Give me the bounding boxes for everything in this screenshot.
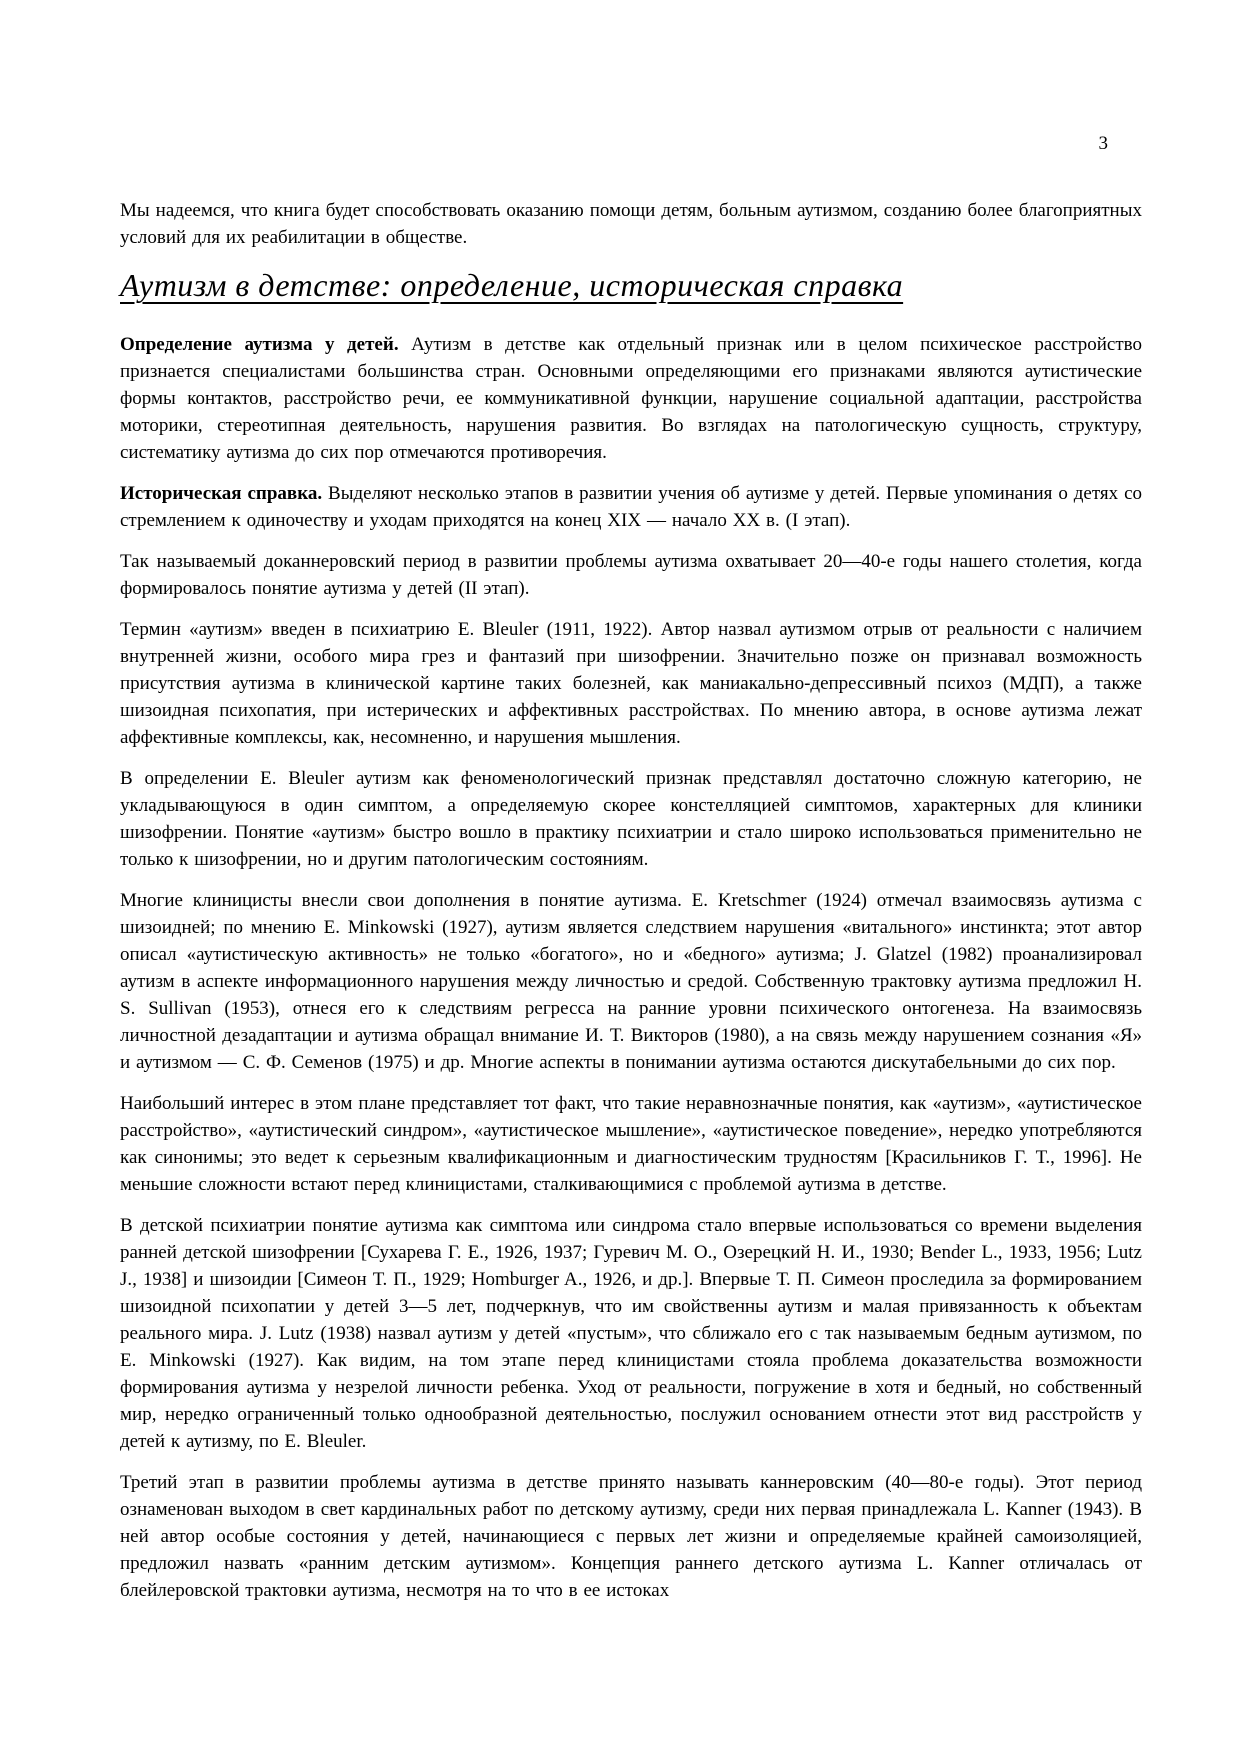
paragraph-text: Наибольший интерес в этом плане представляет тот факт, что такие неравнозначные понятия, как «аутизм», «аутистическое расстройство», «аутистический синдром», «аутистическое мышление», «аутистическое поведение», нередко употребляются как синонимы; это ведет к серьезным квалификационным и диагностическим трудностям [Красильников Г. Т., 1996]. Не меньшие сложности встают перед клиницистами, сталкивающимися с проблемой аутизма в детстве. bbox=[120, 1093, 1142, 1195]
paragraph bbox=[120, 616, 1142, 751]
page-content bbox=[120, 197, 1142, 1618]
paragraph bbox=[120, 1212, 1142, 1455]
paragraph-text: Мы надеемся, что книга будет способствовать оказанию помощи детям, больным аутизмом, созданию более благоприятных условий для их реабилитации в обществе. bbox=[120, 200, 1142, 248]
paragraph bbox=[120, 197, 1142, 251]
paragraph bbox=[120, 765, 1142, 873]
paragraph-text: Термин «аутизм» введен в психиатрию E. Bleuler (1911, 1922). Автор назвал аутизмом отрыв от реальности с наличием внутренней жизни, особого мира грез и фантазий при шизофрении. Значительно позже он признавал возможность присутствия аутизма в клинической картине таких болезней, как маниакально-депрессивный психоз (МДП), а также шизоидная психопатия, при истерических и аффективных расстройствах. По мнению автора, в основе аутизма лежат аффективные комплексы, как, несомненно, и нарушения мышления. bbox=[120, 619, 1142, 748]
page-number: 3 bbox=[1098, 133, 1108, 154]
section-heading: Аутизм в детстве: определение, историческая справка bbox=[120, 267, 904, 303]
paragraph bbox=[120, 887, 1142, 1076]
paragraph-lead: Историческая справка. bbox=[120, 483, 323, 504]
paragraph-lead: Определение аутизма у детей. bbox=[120, 334, 399, 355]
paragraph-text: Аутизм в детстве как отдельный признак или в целом психическое расстройство признается специалистами большинства стран. Основными определяющими его признаками являются аутистические формы контактов, расстройство речи, ее коммуникативной функции, нарушение социальной адаптации, расстройства моторики, стереотипная деятельность, нарушения развития. Во взглядах на патологическую сущность, структуру, систематику аутизма до сих пор отмечаются противоречия. bbox=[120, 334, 1142, 463]
paragraph-text: В детской психиатрии понятие аутизма как симптома или синдрома стало впервые использоваться со времени выделения ранней детской шизофрении [Сухарева Г. Е., 1926, 1937; Гуревич М. О., Озерецкий Н. И., 1930; Bender L., 1933, 1956; Lutz J., 1938] и шизоидии [Симеон Т. П., 1929; Homburger A., 1926, и др.]. Впервые Т. П. Симеон проследила за формированием шизоидной психопатии у детей 3—5 лет, подчеркнув, что им свойственны аутизм и малая привязанность к объектам реального мира. J. Lutz (1938) назвал аутизм у детей «пустым», что сближало его с так называемым бедным аутизмом, по E. Minkowski (1927). Как видим, на том этапе перед клиницистами стояла проблема доказательства возможности формирования аутизма у незрелой личности ребенка. Уход от реальности, погружение в хотя и бедный, но собственный мир, нередко ограниченный только однообразной деятельностью, послужил основанием отнести этот вид расстройств у детей к аутизму, по E. Bleuler. bbox=[120, 1215, 1142, 1452]
paragraph-text: Выделяют несколько этапов в развитии учения об аутизме у детей. Первые упоминания о детях со стремлением к одиночеству и уходам приходятся на конец XIX — начало XX в. (I этап). bbox=[120, 483, 1142, 531]
paragraph bbox=[120, 331, 1142, 466]
paragraph bbox=[120, 1469, 1142, 1604]
paragraph-text: Третий этап в развитии проблемы аутизма в детстве принято называть каннеровским (40—80-е годы). Этот период ознаменован выходом в свет кардинальных работ по детскому аутизму, среди них первая принадлежала L. Kanner (1943). В ней автор особые состояния у детей, начинающиеся с первых лет жизни и определяемые крайней самоизоляцией, предложил назвать «ранним детским аутизмом». Концепция раннего детского аутизма L. Kanner отличалась от блейлеровской трактовки аутизма, несмотря на то что в ее истоках bbox=[120, 1472, 1142, 1601]
paragraph bbox=[120, 1090, 1142, 1198]
paragraph-text: В определении E. Bleuler аутизм как феноменологический признак представлял достаточно сложную категорию, не укладывающуюся в один симптом, а определяемую скорее констелляцией симптомов, характерных для клиники шизофрении. Понятие «аутизм» быстро вошло в практику психиатрии и стало широко использоваться применительно не только к шизофрении, но и другим патологическим состояниям. bbox=[120, 768, 1142, 870]
paragraph-text: Многие клиницисты внесли свои дополнения в понятие аутизма. E. Kretschmer (1924) отмечал взаимосвязь аутизма с шизоидней; по мнению E. Minkowski (1927), аутизм является следствием нарушения «витального» инстинкта; этот автор описал «аутистическую активность» не только «богатого», но и «бедного» аутизма; J. Glatzel (1982) проанализировал аутизм в аспекте информационного нарушения между личностью и средой. Собственную трактовку аутизма предложил H. S. Sullivan (1953), отнеся его к следствиям регресса на ранние уровни психического онтогенеза. На взаимосвязь личностной дезадаптации и аутизма обращал внимание И. Т. Викторов (1980), а на связь между нарушением сознания «Я» и аутизмом — С. Ф. Семенов (1975) и др. Многие аспекты в понимании аутизма остаются дискутабельными до сих пор. bbox=[120, 890, 1142, 1073]
paragraph bbox=[120, 548, 1142, 602]
paragraph-text: Так называемый доканнеровский период в развитии проблемы аутизма охватывает 20—40-е годы нашего столетия, когда формировалось понятие аутизма у детей (II этап). bbox=[120, 551, 1142, 599]
paragraph bbox=[120, 480, 1142, 534]
